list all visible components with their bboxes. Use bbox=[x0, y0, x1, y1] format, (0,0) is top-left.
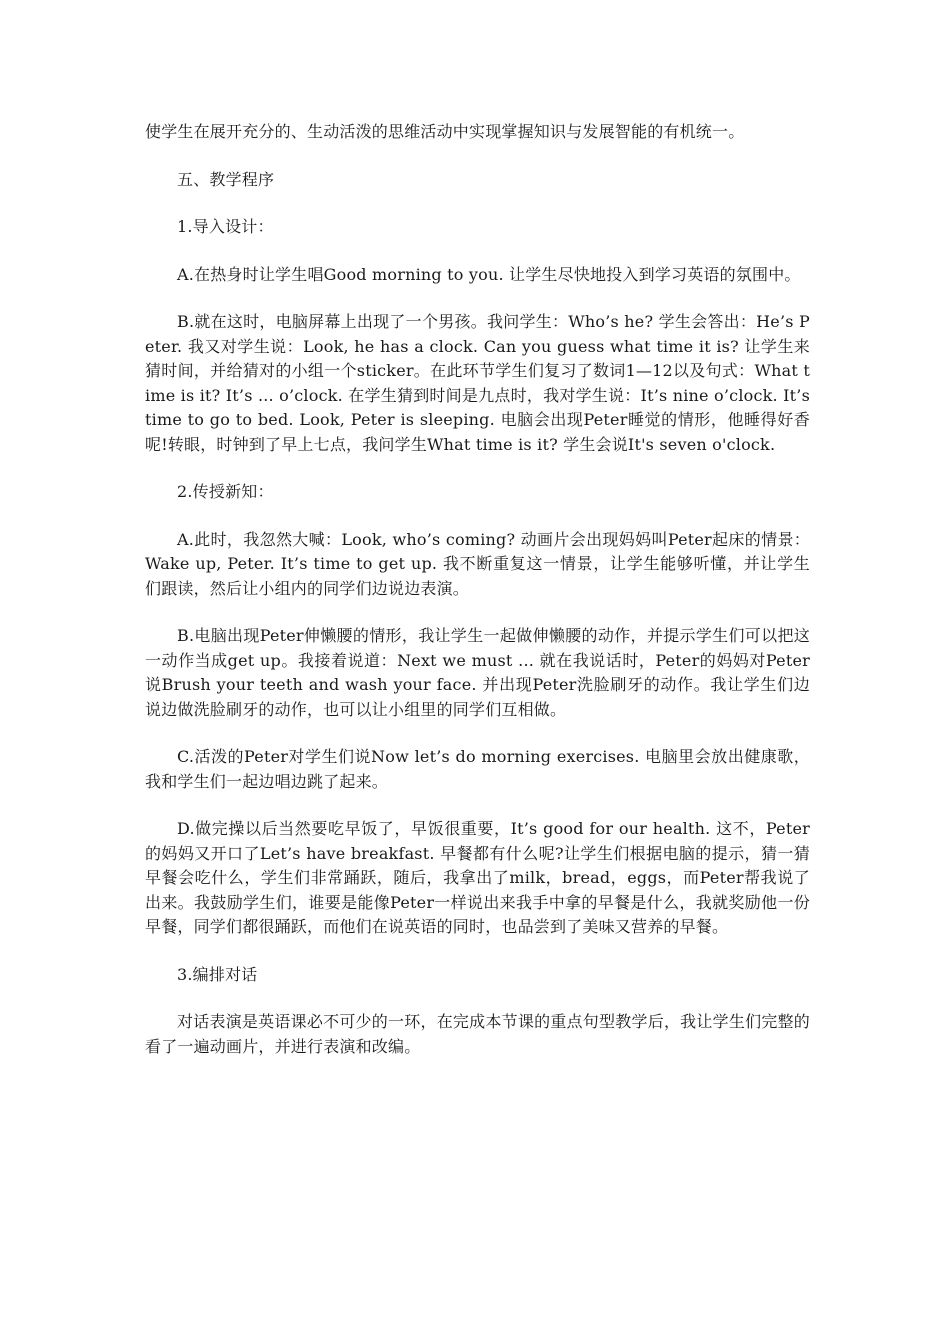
subheading-dialogue-arrangement: 3.编排对话 bbox=[177, 964, 258, 984]
paragraph-new-knowledge-d: D.做完操以后当然要吃早饭了，早饭很重要，It’s good for our health. 这不，Peter的妈妈又开口了Let’s have breakfast. 早餐都有什么呢?让学生们根据电脑的提示，猜一猜早餐会吃什么，学生们非常踊跃，随后，我拿出了milk，bread，eggs，而Peter帮我说了出来。我鼓励学生们，谁要是能像Peter一样说出来我手中拿的早餐是什么，我就奖励他一份早餐，同学们都很踊跃，而他们在说英语的同时，也品尝到了美味又营养的早餐。 bbox=[145, 819, 810, 936]
subheading-lead-in-design: 1.导入设计： bbox=[177, 217, 274, 236]
document-page bbox=[145, 120, 810, 1082]
paragraph-dialogue-performance: 对话表演是英语课必不可少的一环，在完成本节课的重点句型教学后，我让学生们完整的看了一遍动画片，并进行表演和改编。 bbox=[145, 1012, 810, 1056]
paragraph-lead-in-b: B.就在这时，电脑屏幕上出现了一个男孩。我问学生：Who’s he? 学生会答出：He’s Peter. 我又对学生说：Look, he has a clock. Can you guess what time it is? 让学生来猜时间，并给猜对的小组一个sticker。在此环节学生们复习了数词1—12以及句式：What time is it? It’s ... o’clock. 在学生猜到时间是九点时，我对学生说：It’s nine o’clock. It’s time to go to bed. Look, Peter is sleeping. 电脑会出现Peter睡觉的情形，他睡得好香呢!转眼，时钟到了早上七点，我问学生What time is it? 学生会说It's seven o'clock. bbox=[145, 312, 810, 454]
paragraph-new-knowledge-b: B.电脑出现Peter伸懒腰的情形，我让学生一起做伸懒腰的动作，并提示学生们可以把这一动作当成get up。我接着说道：Next we must ... 就在我说话时，Peter的妈妈对Peter说Brush your teeth and wash your face. 并出现Peter洗脸刷牙的动作。我让学生们边说边做洗脸刷牙的动作，也可以让小组里的同学们互相做。 bbox=[145, 626, 810, 719]
subheading-new-knowledge: 2.传授新知： bbox=[177, 482, 274, 501]
paragraph-new-knowledge-a: A.此时，我忽然大喊：Look, who’s coming? 动画片会出现妈妈叫Peter起床的情景：Wake up, Peter. It’s time to get up. 我不断重复这一情景，让学生能够听懂，并让学生们跟读，然后让小组内的同学们边说边表演。 bbox=[145, 529, 810, 598]
paragraph-intro-continuation: 使学生在展开充分的、生动活泼的思维活动中实现掌握知识与发展智能的有机统一。 bbox=[145, 122, 745, 141]
paragraph-new-knowledge-c: C.活泼的Peter对学生们说Now let’s do morning exercises. 电脑里会放出健康歌，我和学生们一起边唱边跳了起来。 bbox=[145, 747, 810, 791]
paragraph-lead-in-a: A.在热身时让学生唱Good morning to you. 让学生尽快地投入到学习英语的氛围中。 bbox=[177, 264, 801, 284]
section-heading-teaching-procedure: 五、教学程序 bbox=[177, 169, 275, 189]
